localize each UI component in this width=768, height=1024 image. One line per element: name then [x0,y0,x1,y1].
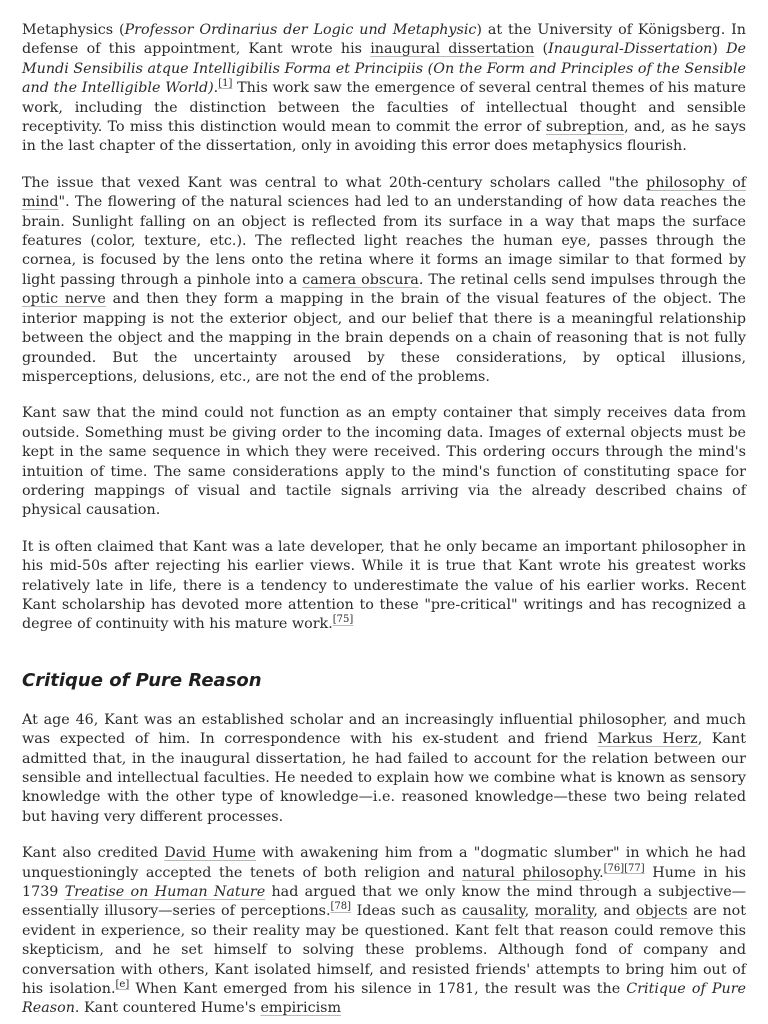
text-run: . The retinal cells send impulses through the [418,271,746,288]
text-run: ( [534,41,549,58]
paragraph-hume [22,844,746,1019]
link-camera-obscura[interactable]: camera obscura [302,271,419,288]
text-run: , and [593,903,636,920]
citation-76[interactable]: [76] [603,862,625,874]
text-run: Hume in his 1739 [22,864,746,901]
text-run: . [599,864,604,881]
italic-text: De Mundi Sensibilis atque Intelligibilis Forma et Principiis (On the Form and Principles of the Sensible and the Intelligible World) [22,41,746,97]
link-david-hume[interactable]: David Hume [164,845,256,862]
text-run: The issue that vexed Kant was central to what 20th-century scholars called "the [22,174,647,191]
text-run: Metaphysics ( [22,22,125,38]
text-run: When Kant emerged from his silence in 1781, the result was the [129,981,627,998]
citation-78[interactable]: [78] [330,901,352,913]
text-run: are not evident in experience, so their reality may be questioned. Kant felt that reason could remove this skepticism, and he set himself to solving these problems. Although fond of company and conversation with others, Kant isolated himself, and resisted friends' attempts to bring him out of his isolation. [22,903,747,998]
italic-text: Professor Ordinarius der Logic und Metaphysic [124,22,477,38]
link-subreption[interactable]: subreption [545,119,625,136]
link-natural-philosophy[interactable]: natural philosophy [462,864,600,881]
text-run: ) [712,41,727,58]
link-inaugural-dissertation[interactable]: inaugural dissertation [370,41,535,58]
paragraph-dissertation [22,21,746,157]
link-optic-nerve[interactable]: optic nerve [22,291,106,308]
paragraph-late-developer [22,538,746,635]
link-morality[interactable]: morality [534,903,594,920]
paragraph-age-46 [22,711,746,827]
text-run: Kant saw that the mind could not function as an empty container that simply receives data from outside. Something must be giving order to the incoming data. Images of external objects must be kept in the same sequence in which they were received. This ordering occurs through the mind's intuition of time. The same considerations apply to the mind's function of constituting space for ordering mappings of visual and tactile signals arriving via the already described chains of physical causation. [22,405,746,519]
paragraph-mind-ordering [22,404,746,520]
text-run: . [213,80,219,97]
text-run: , [524,903,535,920]
citation-75[interactable]: [75] [332,614,354,626]
link-markus-herz[interactable]: Markus Herz [597,731,698,748]
link-objects[interactable]: objects [635,903,688,920]
text-run: , and, as he says in the last chapter of the dissertation, only in avoiding this error does metaphysics flourish. [22,119,746,155]
citation-77[interactable]: [77] [624,862,645,874]
text-run: Kant also credited [22,845,165,862]
paragraph-philosophy-of-mind [22,174,746,387]
text-run: , Kant admitted that, in the inaugural dissertation, he had failed to account for the relation between our sensible and intellectual faculties. He needed to explain how we combine what is known as sensory knowledge with the other type of knowledge—i.e. reasoned knowledge—these two being related but having very different processes. [22,731,747,825]
text-run: At age 46, Kant was an established scholar and an increasingly influential philosopher, and much was expected of him. In correspondence with his ex-student and friend [22,711,746,748]
text-run: had argued that we only know the mind through a subjective—essentially illusory—series of perceptions. [22,884,746,920]
text-run: It is often claimed that Kant was a late developer, that he only became an important philosopher in his mid-50s after rejecting his earlier views. While it is true that Kant wrote his greatest works relatively late in life, there is a tendency to underestimate the value of his earlier works. Recent Kant scholarship has devoted more attention to these "pre-critical" writings and has recognized a degree of continuity with his mature work. [22,538,746,633]
link-philosophy-of-mind[interactable]: philosophy of mind [22,174,747,211]
text-run: ) at the University of Königsberg. In defense of this appointment, Kant wrote his [22,22,746,58]
text-run: . Kant countered Hume's [74,1000,261,1017]
section-heading-critique: Critique of Pure Reason [22,669,262,691]
text-run: with awakening him from a "dogmatic slumber" in which he had unquestioningly accepted the tenets of both religion and [22,845,746,881]
citation-e[interactable]: [e] [115,979,130,991]
link-treatise-on-human-nature[interactable]: Treatise on Human Nature [64,884,266,901]
italic-text: Inaugural-Dissertation [548,41,713,58]
text-run: ". The flowering of the natural sciences had led to an understanding of how data reaches the brain. Sunlight falling on an object is reflected from its surface in a way that maps the surface features (color, texture, etc.). The reflected light reaches the human eye, passes through the cornea, is focused by the lens onto the retina where it forms an image similar to that formed by light passing through a pinhole into a [22,194,746,288]
text-run: This work saw the emergence of several central themes of his mature work, including the distinction between the faculties of intellectual thought and sensible receptivity. To miss this distinction would mean to commit the error of [22,80,746,136]
link-empiricism[interactable]: empiricism [260,1000,342,1017]
italic-text: Critique of Pure Reason [22,981,746,1017]
text-run: Ideas such as [351,903,462,920]
citation-1[interactable]: [1] [218,78,233,90]
link-causality[interactable]: causality [461,903,525,920]
text-run: and then they form a mapping in the brain of the visual features of the object. The interior mapping is not the exterior object, and our belief that there is a meaningful relationship between the object and the mapping in the brain depends on a chain of reasoning that is not fully grounded. But the uncertainty aroused by these considerations, by optical illusions, misperceptions, delusions, etc., are not the end of the problems. [22,291,746,385]
